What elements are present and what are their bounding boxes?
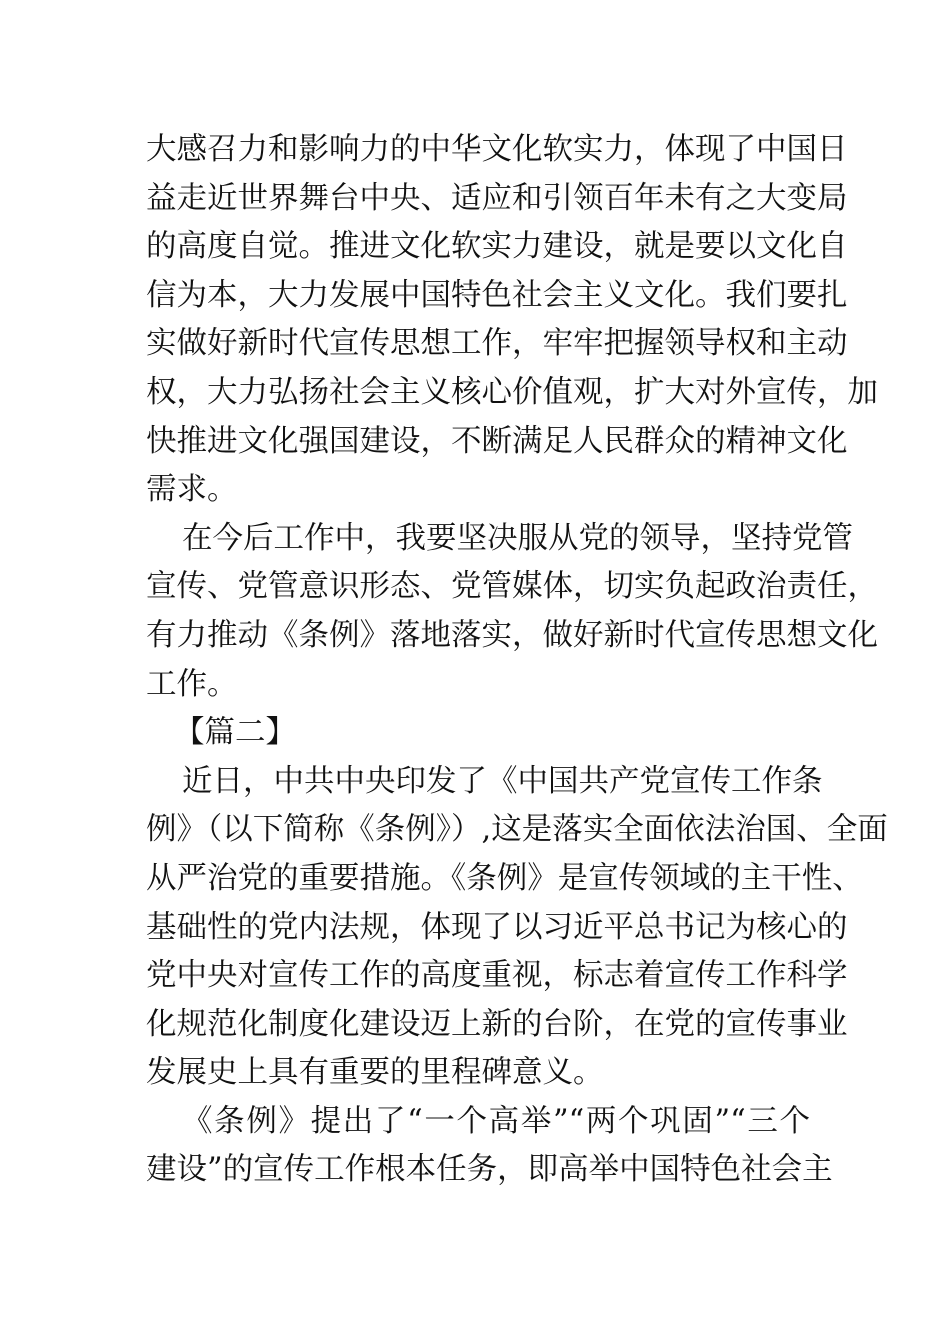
paragraph-regulation-intro (146, 758, 888, 1098)
text-line: 从严治党的重要措施。《条例》是宣传领域的主干性、 (146, 860, 863, 896)
text-line: 的高度自觉。推进文化软实力建设，就是要以文化自 (146, 229, 848, 265)
text-line: 党中央对宣传工作的高度重视，标志着宣传工作科学 (146, 958, 848, 994)
text-line: 化规范化制度化建设迈上新的台阶，在党的宣传事业 (146, 1006, 848, 1042)
text-line: 权，大力弘扬社会主义核心价值观，扩大对外宣传，加 (146, 374, 878, 410)
text-line: 近日，中共中央印发了《中国共产党宣传工作条 (182, 763, 823, 799)
paragraph-future-work (146, 515, 878, 709)
paragraph-fundamental-tasks (146, 1098, 833, 1195)
text-line: 例》（以下简称《条例》）,这是落实全面依法治国、全面 (146, 812, 888, 848)
section-heading (146, 709, 810, 758)
text-line: 《条例》提出了“一个高举”“两个巩固”“三个 (182, 1103, 810, 1139)
text-line: 工作。 (146, 666, 238, 702)
text-line: 实做好新时代宣传思想工作，牢牢把握领导权和主动 (146, 326, 848, 362)
paragraph-continuation (146, 126, 878, 515)
document-body (146, 126, 888, 1195)
text-line: 需求。 (146, 472, 238, 508)
text-line: 快推进文化强国建设，不断满足人民群众的精神文化 (146, 423, 848, 459)
text-line: 有力推动《条例》落地落实，做好新时代宣传思想文化 (146, 617, 878, 653)
text-line: 建设”的宣传工作根本任务，即高举中国特色社会主 (146, 1152, 833, 1188)
section-heading-text: 【篇二】 (174, 715, 296, 751)
text-line: 宣传、党管意识形态、党管媒体，切实负起政治责任， (146, 569, 878, 605)
text-line: 益走近世界舞台中央、适应和引领百年未有之大变局 (146, 180, 848, 216)
text-line: 信为本，大力发展中国特色社会主义文化。我们要扎 (146, 277, 848, 313)
text-line: 大感召力和影响力的中华文化软实力，体现了中国日 (146, 132, 848, 167)
text-line: 在今后工作中，我要坚决服从党的领导，坚持党管 (182, 520, 853, 556)
text-line: 发展史上具有重要的里程碑意义。 (146, 1055, 604, 1091)
text-line: 基础性的党内法规，体现了以习近平总书记为核心的 (146, 909, 848, 945)
